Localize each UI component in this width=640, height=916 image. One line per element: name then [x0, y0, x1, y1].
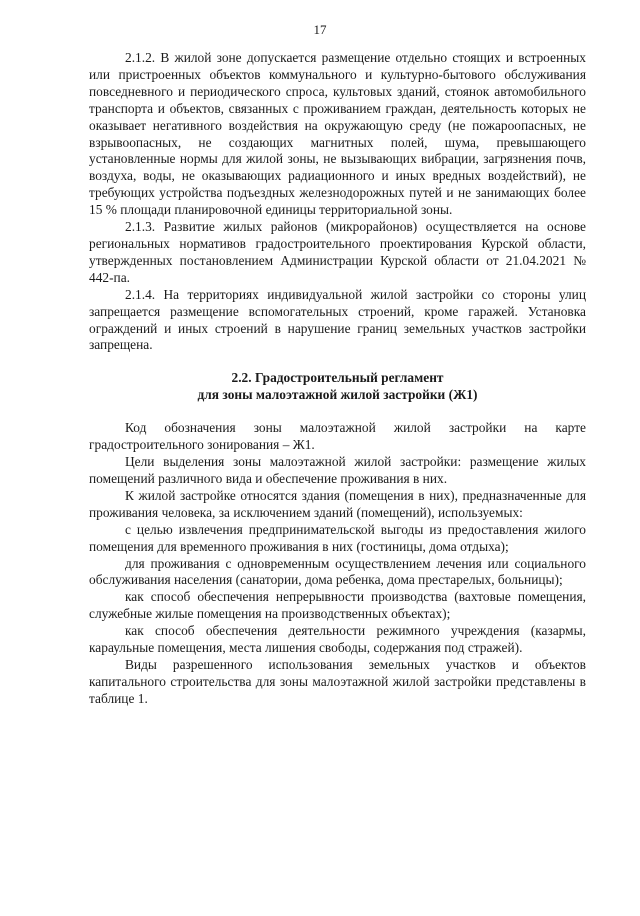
paragraph-zone-code: Код обозначения зоны малоэтажной жилой застройки на карте градостроительного зонирования – Ж1.	[89, 420, 586, 453]
paragraph-exclusion-medical: для проживания с одновременным осуществлением лечения или социального обслуживания населения (санатории, дома ребенка, дома престарелых, больницы);	[89, 555, 586, 588]
paragraph-exclusion-regime: как способ обеспечения деятельности режимного учреждения (казармы, караульные помещения, места лишения свободы, содержания под стражей).	[89, 623, 586, 656]
paragraph-exclusion-production: как способ обеспечения непрерывности производства (вахтовые помещения, служебные жилые помещения на производственных объектах);	[89, 589, 586, 622]
page-content	[89, 50, 586, 708]
page-number: 17	[313, 22, 327, 37]
paragraph-2-1-4: 2.1.4. На территориях индивидуальной жилой застройки со стороны улиц запрещается размещение вспомогательных строений, кроме гаражей. Установка ограждений и иных строений в нарушение границ земельных участков застройки запрещена.	[89, 286, 586, 353]
paragraph-2-1-2: 2.1.2. В жилой зоне допускается размещение отдельно стоящих и встроенных или пристроенных объектов коммунального и культурно-бытового обслуживания повседневного и периодического спроса, культовых зданий, стоянок автомобильного транспорта и объектов, связанных с проживанием граждан, деятельность которых не оказывает негативного воздействия на окружающую среду (не пожароопасных, не взрывоопасных, не создающих магнитных полей, шума, превышающего установленные нормы для жилой зоны, не вызывающих вибрации, загрязнения почв, воздуха, воды, не оказывающих радиационного и иных вредных воздействий), не требующих устройства подъездных железнодорожных путей и не занимающих более 15 % площади планировочной единицы территориальной зоны.	[89, 50, 586, 218]
section-title-line-2: для зоны малоэтажной жилой застройки (Ж1)	[197, 387, 478, 403]
paragraph-2-1-3: 2.1.3. Развитие жилых районов (микрорайонов) осуществляется на основе региональных нормативов градостроительного проектирования Курской области, утвержденных постановлением Администрации Курской области от 21.04.2021 № 442-па.	[89, 219, 586, 285]
paragraph-permitted-uses: Виды разрешенного использования земельных участков и объектов капитального строительства для зоны малоэтажной жилой застройки представлены в таблице 1.	[89, 657, 586, 706]
section-heading	[89, 369, 586, 403]
section-title-line-1: 2.2. Градостроительный регламент	[231, 370, 444, 386]
paragraph-zone-goals: Цели выделения зоны малоэтажной жилой застройки: размещение жилых помещений различного вида и обеспечение проживания в них.	[89, 454, 586, 487]
paragraph-residential-definition: К жилой застройке относятся здания (помещения в них), предназначенные для проживания человека, за исключением зданий (помещений), используемых:	[89, 487, 586, 520]
paragraph-exclusion-commercial: с целью извлечения предпринимательской выгоды из предоставления жилого помещения для временного проживания в них (гостиницы, дома отдыха);	[89, 521, 586, 554]
